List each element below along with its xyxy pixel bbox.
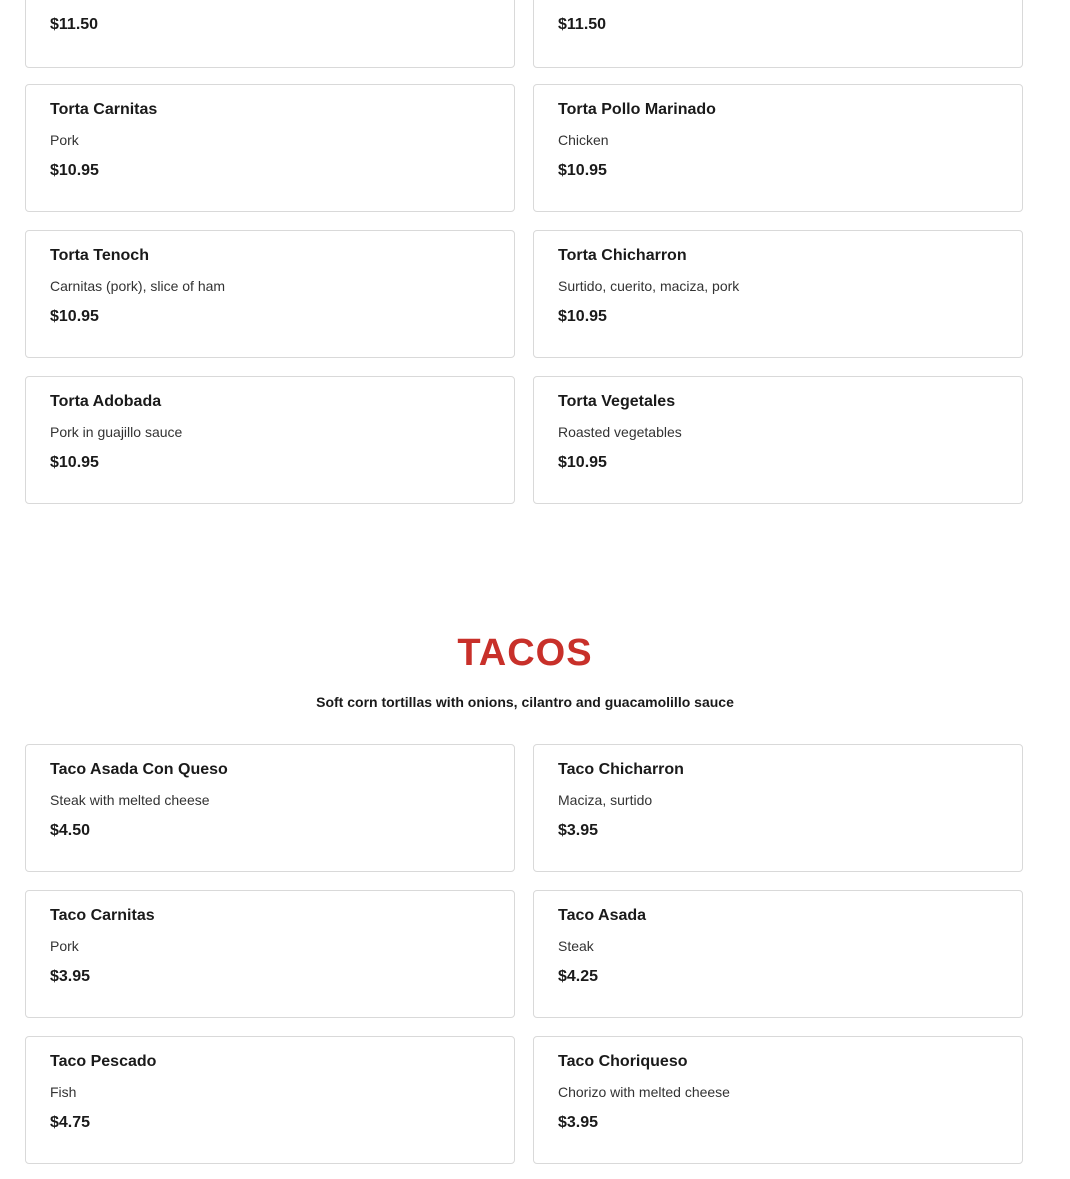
- menu-item-price: $3.95: [558, 1114, 599, 1131]
- menu-item-card[interactable]: [25, 84, 515, 212]
- menu-item-price: $4.50: [50, 822, 91, 839]
- menu-item-price: $11.50: [558, 16, 607, 33]
- section-subtitle: Soft corn tortillas with onions, cilantro and guacamolillo sauce: [316, 694, 734, 710]
- menu-item-name: Taco Asada: [558, 907, 647, 924]
- menu-item-card[interactable]: [533, 744, 1023, 872]
- menu-item-name: Taco Asada Con Queso: [50, 761, 228, 778]
- menu-item-card[interactable]: [25, 376, 515, 504]
- menu-item-card[interactable]: [533, 376, 1023, 504]
- menu-item-price: $11.50: [50, 16, 99, 33]
- menu-item-name: Torta Tenoch: [50, 247, 149, 264]
- section-title: TACOS: [457, 632, 593, 674]
- menu-item-name: Torta Carnitas: [50, 101, 158, 118]
- menu-item-price: $3.95: [50, 968, 91, 985]
- menu-item-description: Pork: [50, 938, 79, 954]
- menu-item-name: Torta Adobada: [50, 393, 162, 410]
- menu-item-card[interactable]: [25, 1036, 515, 1164]
- menu-item-price: $3.95: [558, 822, 599, 839]
- menu-item-description: Carnitas (pork), slice of ham: [50, 278, 226, 294]
- menu-item-price: $10.95: [50, 162, 99, 179]
- menu-item-price: $10.95: [558, 454, 607, 471]
- menu-item-card[interactable]: [533, 890, 1023, 1018]
- menu-item-card[interactable]: [533, 0, 1023, 68]
- menu-item-card[interactable]: [25, 890, 515, 1018]
- menu-item-price: $10.95: [558, 308, 607, 325]
- menu-item-card[interactable]: [25, 0, 515, 68]
- menu-item-name: Torta Pollo Marinado: [558, 101, 716, 118]
- menu-item-description: Steak: [558, 938, 594, 954]
- menu-item-description: Chicken: [558, 132, 609, 148]
- menu-item-price: $4.75: [50, 1114, 91, 1131]
- menu-item-card[interactable]: [25, 230, 515, 358]
- menu-item-card[interactable]: [533, 1036, 1023, 1164]
- menu-item-description: Pork: [50, 132, 79, 148]
- menu-item-description: Steak with melted cheese: [50, 792, 210, 808]
- menu-item-description: Pork in guajillo sauce: [50, 424, 183, 440]
- menu-item-description: Chorizo with melted cheese: [558, 1084, 730, 1100]
- menu-item-card[interactable]: [533, 84, 1023, 212]
- menu-item-description: Maciza, surtido: [558, 792, 653, 808]
- menu-item-description: Surtido, cuerito, maciza, pork: [558, 278, 740, 294]
- menu-item-name: Taco Choriqueso: [558, 1053, 688, 1070]
- menu-item-price: $10.95: [558, 162, 607, 179]
- menu-item-name: Torta Chicharron: [558, 247, 687, 264]
- menu-item-card[interactable]: [533, 230, 1023, 358]
- menu-item-name: Taco Pescado: [50, 1053, 157, 1070]
- menu-item-name: Torta Vegetales: [558, 393, 676, 410]
- menu-item-name: Taco Carnitas: [50, 907, 155, 924]
- menu-item-description: Fish: [50, 1084, 77, 1100]
- menu-item-description: Roasted vegetables: [558, 424, 682, 440]
- menu-item-price: $10.95: [50, 308, 99, 325]
- menu-item-price: $4.25: [558, 968, 599, 985]
- menu-item-name: Taco Chicharron: [558, 761, 684, 778]
- menu-item-card[interactable]: [25, 744, 515, 872]
- menu-item-price: $10.95: [50, 454, 99, 471]
